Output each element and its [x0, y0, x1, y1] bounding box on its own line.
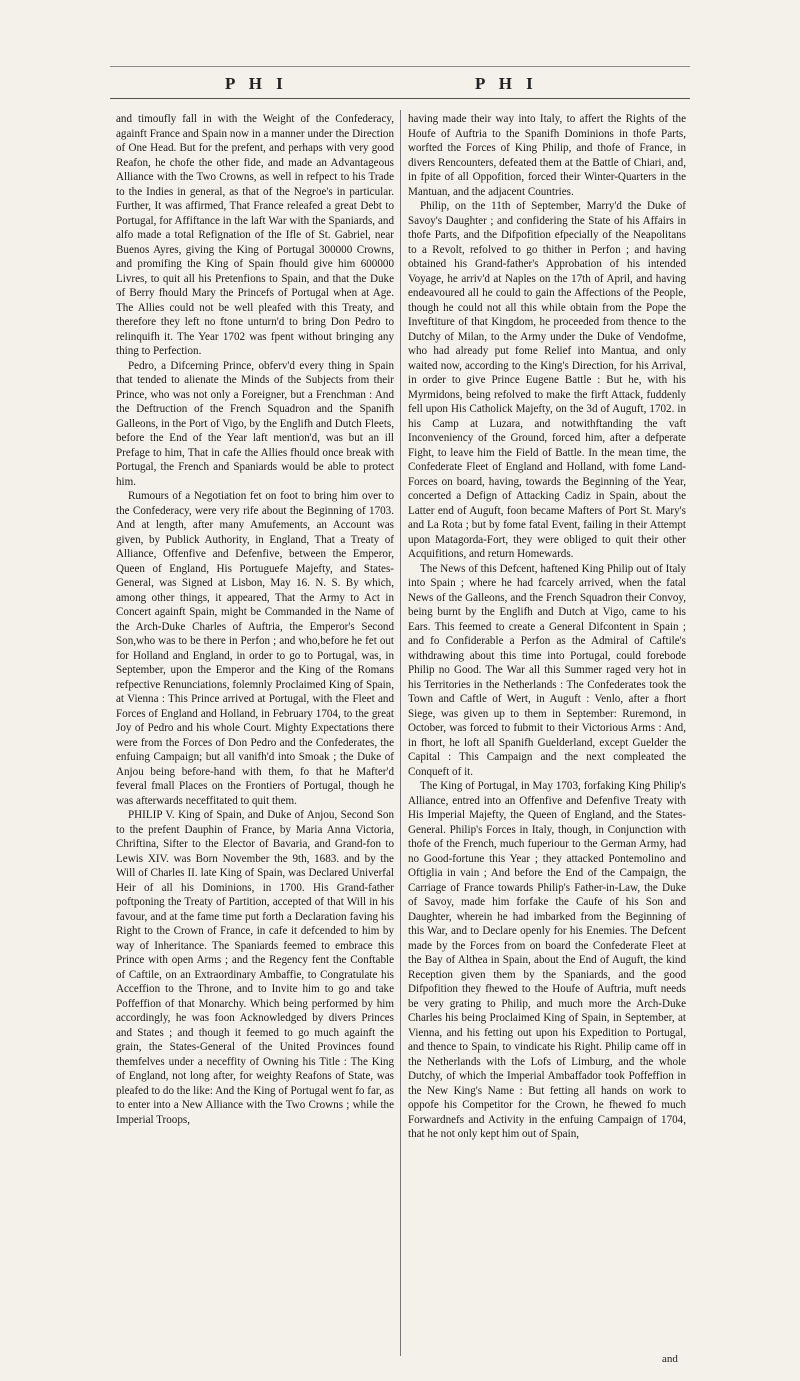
paragraph: The King of Portugal, in May 1703, forfaking King Philip's Alliance, entred into an Offenfive and Defenfive Treaty with His Imperial Majefty, the Queen of England, and the States-General. Philip's Forces in Italy, though, in Conjunction with thofe of the French, much fuperiour to the German Army, had no Good-fortune this Year ; they attacked Pontemolino and Oftiglia in vain ; And before the End of the Campaign, the Carriage of France towards Philip's Father-in-Law, the Duke of Savoy, made him forfake the Caufe of his Son and Daughter, wherein he had imbarked from the Beginning of this War, and to Declare openly for his Enemies. The Defcent made by the Forces from on board the Confederate Fleet at the Bay of Althea in Spain, about the End of Auguft, the kind Reception given them by the Spaniards, and the good Difpofition they fhewed to the Houfe of Auftria, muft needs be very grating to Philip, and much more the Arch-Duke Charles his being Proclaimed King of Spain, in September, at Vienna, and his fetting out upon his Expedition to Portugal, and thence to Spain, to vindicate his Right. Philip came off in the Netherlands with the Lofs of Limburg, and the whole Dutchy, of which the Imperial Ambaffador took Poffeffion in the New King's Name : But fetting all hands on work to oppofe his Competitor for the Crown, he fhewed fo much Forwardnefs and Activity in the enfuing Campaign of 1704, that he not only kept him out of Spain, — [408, 780, 686, 1140]
column-divider — [400, 110, 401, 1356]
header-rule — [110, 98, 690, 99]
paragraph: Philip, on the 11th of September, Marry'd the Duke of Savoy's Daughter ; and confidering the State of his Affairs in thofe Parts, and the Difpofition efpecially of the Neapolitans to a Revolt, refolved to go thither in Perfon ; and having obtained his Grand-father's Approbation of his intended Voyage, he arriv'd at Naples on the 17th of April, and having endeavoured all he could to gain the Affections of the People, though he could not all this while obtain from the Pope the Inveftiture of that Kingdom, he proceeded from thence to the Dutchy of Milan, to the Army under the Duke of Vendofme, who had already put fome Relief into Mantua, and only waited now, according to the King's Direction, for his Arrival, in order to give Prince Eugene Battle : But he, with his Myrmidons, being refolved to make the firft Attack, fuddenly fell upon His Catholick Majefty, on the 3d of Auguft, 1702. in his Camp at Luzara, and notwithftanding the vaft Inconveniency of the Ground, forced him, after a defperate Fight, to leave him the Field of Battle. In the mean time, the Confederate Fleet of England and Holland, with fome Land-Forces on board, having, towards the Beginning of the Year, concerted a Defign of Attacking Cadiz in Spain, about the Latter end of Auguft, foon became Mafters of Port St. Mary's and La Rota ; but by fome fatal Event, failing in their Attempt upon Matagorda-Fort, they were obliged to quit their other Acquifitions, and return Homewards. — [408, 200, 686, 560]
text-column-left — [116, 112, 394, 1352]
catchword: and — [662, 1353, 678, 1365]
dictionary-entry-philip-v: PHILIP V. King of Spain, and Duke of Anjou, Second Son to the prefent Dauphin of France, by Maria Anna Victoria, Chriftina, Sifter to the Elector of Bavaria, and Grand-fon to Lewis XIV. was Born November the 9th, 1683. and by the Will of Charles II. late King of Spain, was Declared Univerfal Heir of all his Dominions, in 1700. His Grand-father poftponing the Treaty of Partition, accepted of that Will in his favour, and at the fame time put forth a Declaration faving his Right to the Crown of France, in cafe it defcended to him by way of Inheritance. The Spaniards feemed to embrace this Prince with open Arms ; and the Regency fent the Conftable of Caftile, on an Extraordinary Ambaffie, to Congratulate his Acceffion to the Throne, and to Invite him to go and take Poffeffion of that Monarchy. Which being performed by him accordingly, he was foon Acknowledged by divers Princes and States ; and though it feemed to go much againft the grain, the States-General of the United Provinces found themfelves under a neceffity of Owning his Title : The King of England, not long after, for weighty Reafons of State, was pleafed to do the like: And the King of Portugal went fo far, as to enter into a New Alliance with the Two Crowns ; while the Imperial Troops, — [116, 809, 394, 1126]
paragraph: Rumours of a Negotiation fet on foot to bring him over to the Confederacy, were very rife about the Beginning of 1703. And at length, after many Amufements, an Account was given, by Publick Authority, in England, That a Treaty of Alliance, Offenfive and Defenfive, between the Emperor, Queen of England, His Portuguefe Majefty, and States-General, was Signed at Lisbon, May 16. N. S. By which, among other things, it appeared, That the Army to Act in Concert againft Spain, might be Commanded in the Name of the Arch-Duke Charles of Auftria, the Emperor's Second Son,who was to be there in Perfon ; and who,before he fet out for Holland and England, in order to go to Portugal, was, in September, upon the Emperor and the King of the Romans refpective Renunciations, folemnly Proclaimed King of Spain, at Vienna : This Prince arrived at Portugal, with the Fleet and Forces of England and Holland, in February 1704, to the great Joy of Pedro and his whole Court. Mighty Expectations there were from the Forces of Don Pedro and the Confederates, the enfuing Campaign; but all vanifh'd into Smoak ; the Duke of Anjou being before-hand with them, fo that he Mafter'd feveral fmall Places on the Frontiers of Portugal, though he was afterwards neceffitated to quit them. — [116, 490, 394, 807]
running-head-left: P H I — [225, 74, 288, 93]
paragraph: Pedro, a Difcerning Prince, obferv'd every thing in Spain that tended to alienate the Minds of the Subjects from their Prince, who was not only a Foreigner, but a Frenchman : And the Deftruction of the French Squadron and the Spanifh Galleons, in the Port of Vigo, by the Englifh and Dutch Fleets, before the End of the Year laft mention'd, was but an ill Prefage to him, That in cafe the Allies fhould once break with Portugal, the French and Spaniards would be able to protect him. — [116, 359, 394, 488]
text-column-right — [408, 112, 686, 1352]
top-border-rule — [110, 66, 690, 67]
paragraph: The News of this Defcent, haftened King Philip out of Italy into Spain ; where he had fcarcely arrived, when the fatal News of the Galleons, and the French Squadron their Convoy, being burnt by the Englifh and Dutch at Vigo, came to his Ears. This feemed to create a General Difcontent in Spain ; and fo Confiderable a Perfon as the Admiral of Caftile's withdrawing about this time into Portugal, could forebode Philip no Good. The War all this Summer raged very hot in his Territories in the Netherlands : The Confederates took the Town and Caftle of Wert, in Auguft : Venlo, after a fhort Siege, was given up to them in September: Ruremond, in October, was forced to fubmit to their Victorious Arms : And, in fhort, he loft all Spanifh Guelderland, except Guelder the Capital : This Campaign and the next compleated the Conqueft of it. — [408, 562, 686, 778]
paragraph: having made their way into Italy, to affert the Rights of the Houfe of Auftria to the Spanifh Dominions in thofe Parts, worfted the Forces of King Philip, and thofe of France, in divers Rencounters, defeated them at the Battle of Chiari, and, in fpite of all Oppofition, forced their Winter-Quarters in the Mantuan, and the adjacent Countries. — [408, 113, 686, 198]
paragraph: and timoufly fall in with the Weight of the Confederacy, againft France and Spain now in a manner under the Direction of One Head. But for the prefent, and perhaps with very good Reafon, he chofe the other fide, and made an Advantageous Alliance with the Two Crowns, as well in refpect to his Trade to the Indies in general, as that of the Negroe's in particular. Further, It was affirmed, That France releafed a great Debt to Portugal, for Affiftance in the laft War with the Spaniards, and alfo made a total Refignation of the Ifle of St. Gabriel, near Buenos Ayres, giving the King of Portugal 300000 Crowns, and promifing the King of Spain fhould give him 600000 Livres, to quit all his Pretenfions to Spain, and that the Duke of Berry fhould Mary the Princefs of Portugal when at Age. The Allies could not be well pleafed with this Treaty, and therefore they left no ftone unturn'd to bring Don Pedro to relinquifh it. The Year 1702 was fpent without bringing any thing to Perfection. — [116, 113, 394, 357]
running-head-right: P H I — [475, 74, 538, 93]
